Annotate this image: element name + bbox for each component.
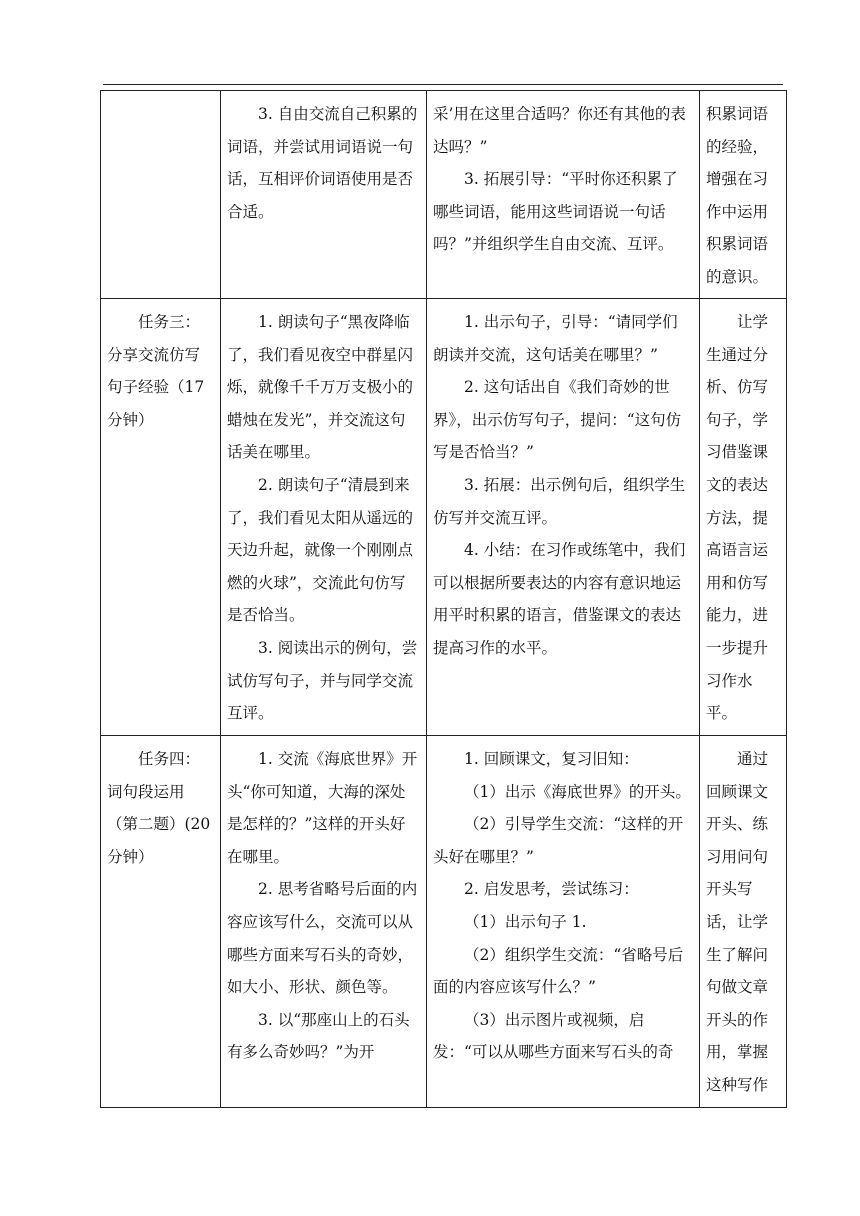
teacher-paragraph: 采’用在这里合适吗？你还有其他的表达吗？” — [433, 105, 686, 156]
intent-cell — [700, 91, 787, 299]
lesson-plan-table — [100, 90, 787, 1108]
task-cell — [101, 736, 221, 1108]
student-paragraph: 2. 思考省略号后面的内容应该写什么，交流可以从哪些方面来写石头的奇妙，如大小、形状、颜色等。 — [227, 880, 418, 997]
teacher-paragraph: 1. 出示句子，引导：“请同学们朗读并交流，这句话美在哪里？” — [433, 313, 678, 364]
table-row — [101, 91, 787, 299]
student-paragraph: 2. 朗读句子“清晨到来了，我们看见太阳从遥远的天边升起，就像一个刚刚点燃的火球”，交流此句仿写是否恰当。 — [227, 475, 414, 625]
task-cell — [101, 91, 221, 299]
table-row — [101, 736, 787, 1108]
teacher-paragraph: 2. 这句话出自《我们奇妙的世界》，出示仿写句子，提问：“这句仿写是否恰当？” — [433, 378, 682, 462]
teacher-paragraph: （1）出示句子 1. — [464, 912, 587, 931]
teacher-activity-cell — [427, 91, 700, 299]
intent-paragraph: 积累词语的经验，增强在习作中运用积累词语的意识。 — [706, 105, 769, 286]
student-paragraph: 3. 自由交流自己积累的词语，并尝试用词语说一句话，互相评价词语使用是否合适。 — [227, 105, 418, 221]
teacher-paragraph: （2）组织学生交流：“省略号后面的内容应该写什么？” — [433, 945, 684, 997]
intent-cell — [700, 736, 787, 1108]
student-paragraph: 1. 交流《海底世界》开头“你可知道，大海的深处是怎样的？”这样的开头好在哪里。 — [227, 750, 418, 866]
student-paragraph: 3. 以“那座山上的石头有多么奇妙吗？”为开 — [227, 1010, 410, 1062]
teacher-paragraph: （2）引导学生交流：“这样的开头好在哪里？” — [433, 815, 684, 866]
intent-cell — [700, 299, 787, 736]
task-label: 任务四：词句段运用（第二题）(20分钟） — [107, 750, 211, 866]
teacher-paragraph: 4. 小结：在习作或练笔中，我们可以根据所要表达的内容有意识地运用平时积累的语言，借鉴课文的表达提高习作的水平。 — [433, 541, 686, 657]
teacher-activity-cell — [427, 736, 700, 1108]
teacher-paragraph: 1. 回顾课文，复习旧知： — [464, 750, 639, 768]
teacher-paragraph: 2. 启发思考，尝试练习： — [464, 880, 639, 899]
teacher-paragraph: 3. 拓展引导：“平时你还积累了哪些词语，能用这些词语说一句话吗？”并组织学生自由交流、互评。 — [433, 170, 678, 254]
teacher-activity-cell — [427, 299, 700, 736]
student-paragraph: 1. 朗读句子“黑夜降临了，我们看见夜空中群星闪烁，就像千千万万支极小的蜡烛在发光”，并交流这句话美在哪里。 — [227, 313, 414, 462]
intent-paragraph: 让学生通过分析、仿写句子，学习借鉴课文的表达方法，提高语言运用和仿写能力，进一步提升习作水平。 — [706, 313, 769, 723]
task-label: 任务三：分享交流仿写句子经验（17分钟） — [107, 313, 205, 429]
header-rule — [103, 84, 783, 85]
student-activity-cell — [221, 736, 427, 1108]
student-activity-cell — [221, 299, 427, 736]
intent-paragraph: 通过回顾课文开头、练习用问句开头写话，让学生了解问句做文章开头的作用，掌握这种写作 — [706, 750, 769, 1094]
student-paragraph: 3. 阅读出示的例句，尝试仿写句子，并与同学交流互评。 — [227, 638, 418, 723]
table-row — [101, 299, 787, 736]
teacher-paragraph: 3. 拓展：出示例句后，组织学生仿写并交流互评。 — [433, 475, 686, 527]
teacher-paragraph: （3）出示图片或视频，启发：“可以从哪些方面来写石头的奇 — [433, 1010, 674, 1062]
teacher-paragraph: （1）出示《海底世界》的开头。 — [464, 782, 691, 801]
task-cell — [101, 299, 221, 736]
student-activity-cell — [221, 91, 427, 299]
